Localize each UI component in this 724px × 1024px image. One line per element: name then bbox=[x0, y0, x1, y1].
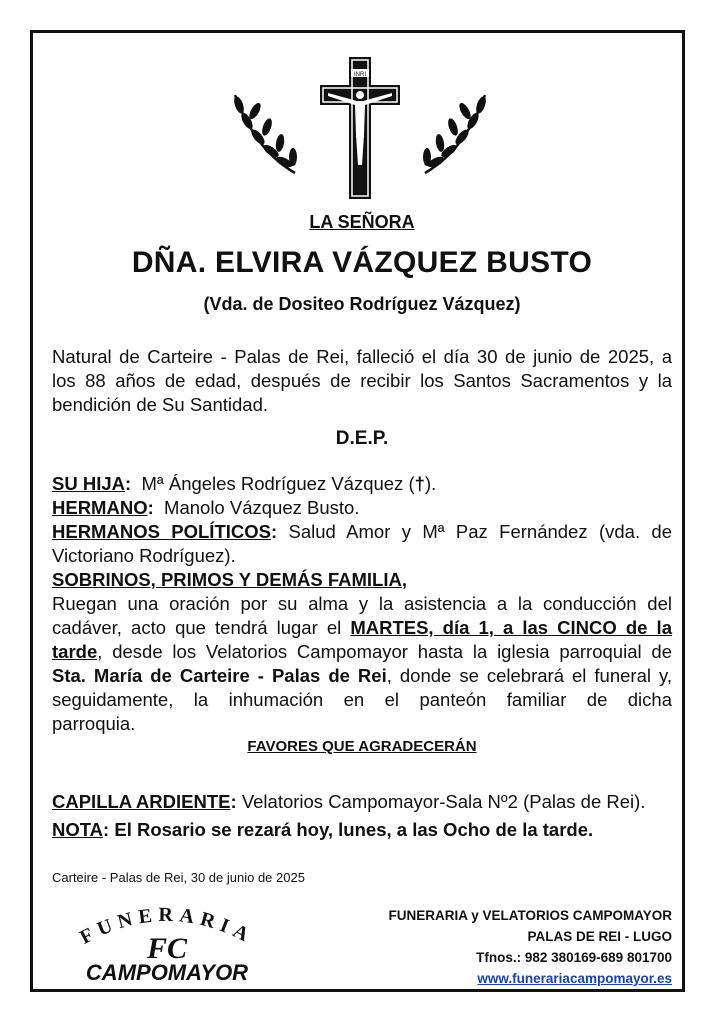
ruegan-line: seguidamente, la inhumación en el panteón familiar de dicha bbox=[52, 689, 672, 710]
logo-arc-text: FUNERARIA bbox=[76, 903, 258, 949]
family-section bbox=[52, 472, 672, 736]
deceased-subtitle: (Vda. de Dositeo Rodríguez Vázquez) bbox=[203, 294, 521, 314]
intro-paragraph bbox=[52, 345, 672, 417]
capilla-ardiente: CAPILLA ARDIENTE: Velatorios Campomayor-Sala Nº2 (Palas de Rei). bbox=[52, 791, 646, 812]
family-hermano: HERMANO: Manolo Vázquez Busto. bbox=[52, 497, 360, 518]
nota-label: NOTA bbox=[52, 819, 104, 840]
laurel-right-icon bbox=[423, 95, 488, 173]
deceased-name: DÑA. ELVIRA VÁZQUEZ BUSTO bbox=[131, 246, 593, 279]
contact-location: PALAS DE REI - LUGO bbox=[527, 929, 672, 944]
sobrinos-label: SOBRINOS, PRIMOS Y DEMÁS FAMILIA bbox=[52, 569, 402, 590]
crucifix-icon bbox=[320, 57, 400, 199]
family-hija: SU HIJA: Mª Ángeles Rodríguez Vázquez (†). bbox=[52, 473, 437, 494]
hija-text: Mª Ángeles Rodríguez Vázquez ( bbox=[141, 473, 415, 494]
funeral-day: MARTES, día 1, a las CINCO de la bbox=[350, 617, 672, 638]
contact-company: FUNERARIA y VELATORIOS CAMPOMAYOR bbox=[388, 908, 672, 923]
hermano-text: Manolo Vázquez Busto. bbox=[164, 497, 360, 518]
cross-and-laurels bbox=[225, 55, 495, 205]
church-name: Sta. María de Carteire - Palas de Rei bbox=[52, 665, 387, 686]
inri-label: INRI bbox=[354, 72, 366, 78]
nota-text: El Rosario se rezará hoy, lunes, a las Ocho de la tarde. bbox=[114, 819, 594, 840]
nota: NOTA: El Rosario se rezará hoy, lunes, a las Ocho de la tarde. bbox=[52, 819, 594, 840]
logo-monogram: FC bbox=[146, 932, 188, 965]
favores-heading: FAVORES QUE AGRADECERÁN bbox=[247, 738, 477, 755]
dateline: Carteire - Palas de Rei, 30 de junio de 2025 bbox=[52, 870, 305, 885]
intro-line: Natural de Carteire - Palas de Rei, falleció el día 30 de junio de 2025, a bbox=[52, 346, 672, 367]
politicos-label: HERMANOS POLÍTICOS bbox=[52, 521, 271, 542]
contact-block bbox=[342, 905, 672, 989]
ruegan-line: tarde, desde los Velatorios Campomayor hasta la iglesia parroquial de bbox=[52, 641, 672, 662]
capilla-text: Velatorios Campomayor-Sala Nº2 (Palas de Rei). bbox=[241, 791, 646, 812]
ruegan-line: Ruegan una oración por su alma y la asistencia a la conducción del bbox=[52, 593, 672, 614]
hija-label: SU HIJA bbox=[52, 473, 125, 494]
logo-name: CAMPOMAYOR bbox=[85, 960, 249, 985]
dep-heading: D.E.P. bbox=[335, 428, 389, 449]
family-politicos: HERMANOS POLÍTICOS: Salud Amor y Mª Paz Fernández (vda. de bbox=[52, 521, 673, 542]
ruegan-line: cadáver, acto que tendrá lugar el MARTES, día 1, a las CINCO de la bbox=[52, 617, 672, 638]
family-sobrinos: SOBRINOS, PRIMOS Y DEMÁS FAMILIA, bbox=[52, 569, 407, 590]
intro-line: bendición de Su Santidad. bbox=[52, 394, 269, 415]
politicos-text: Salud Amor y Mª Paz Fernández (vda. de bbox=[288, 521, 673, 542]
intro-line: los 88 años de edad, después de recibir los Santos Sacramentos y la bbox=[52, 370, 672, 391]
funeraria-campomayor-logo bbox=[52, 900, 282, 985]
hermano-label: HERMANO bbox=[52, 497, 148, 518]
laurel-left-icon bbox=[232, 95, 297, 173]
family-politicos-cont: Victoriano Rodríguez). bbox=[52, 545, 236, 566]
honorific: LA SEÑORA bbox=[309, 212, 415, 232]
capilla-label: CAPILLA ARDIENTE bbox=[52, 791, 231, 812]
ruegan-line: parroquia. bbox=[52, 713, 136, 734]
website-link[interactable]: www.funerariacampomayor.es bbox=[477, 971, 672, 986]
ruegan-line: Sta. María de Carteire - Palas de Rei, donde se celebrará el funeral y, bbox=[52, 665, 672, 686]
cross-glyph-icon: † bbox=[414, 473, 425, 494]
contact-phones: Tfnos.: 982 380169-689 801700 bbox=[476, 950, 672, 965]
